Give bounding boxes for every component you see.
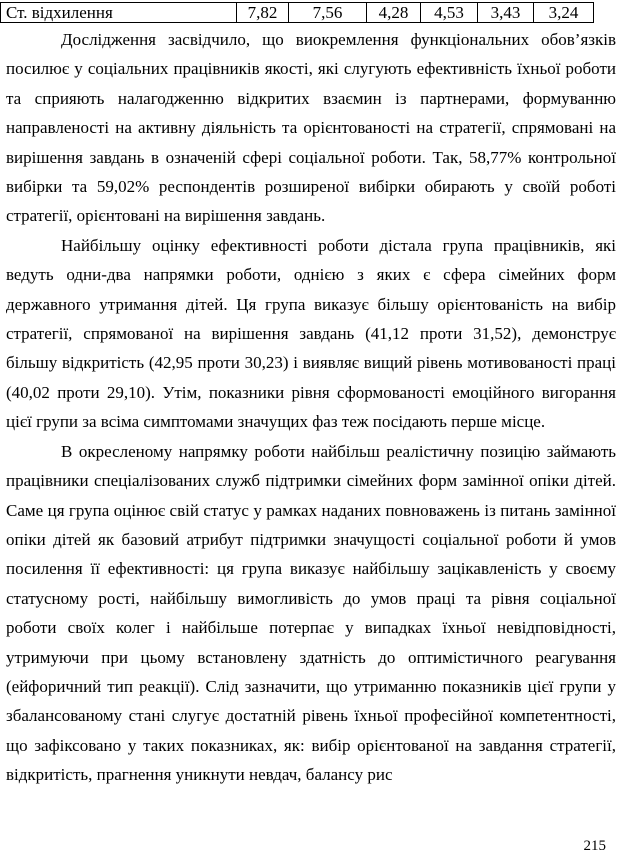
- table-cell: 3,24: [534, 3, 594, 23]
- paragraph: Дослідження засвідчило, що виокремлення функціональних обов’язків посилює у соціальних працівників якості, які слугують ефективність їхньої роботи та сприяють налагодженню відкритих взаємин із партнерами, формуванню направленості на активну діяльність та орієнтованості на стратегії, спрямовані на вирішення завдань в означеній сфері соціальної роботи. Так, 58,77% контрольної вибірки та 59,02% респондентів розширеної вибірки обирають у своїй роботі стратегії, орієнтовані на вирішення завдань.: [6, 30, 616, 226]
- paragraph: Найбільшу оцінку ефективності роботи дістала група працівників, які ведуть одни-два напрямки роботи, однією з яких є сфера сімейних форм державного утримання дітей. Ця група виказує більшу орієнтованість на вибір стратегії, спрямованої на вирішення завдань (41,12 проти 31,52), демонструє більшу відкритість (42,95 проти 30,23) і виявляє вищий рівень мотивованості праці (40,02 проти 29,10). Утім, показники рівня сформованості емоційного вигорання цієї групи за всіма симптомами значущих фаз теж посідають перше місце.: [6, 235, 616, 432]
- stats-table: [0, 2, 594, 23]
- page-number: 215: [583, 838, 606, 854]
- table-row-label: Ст. відхилення: [1, 3, 237, 23]
- table-cell: 4,28: [367, 3, 421, 23]
- table-cell: 4,53: [421, 3, 478, 23]
- table-cell: 3,43: [478, 3, 534, 23]
- table-cell: 7,56: [289, 3, 367, 23]
- table-row: [1, 3, 594, 23]
- body-text: [6, 25, 616, 790]
- table-cell: 7,82: [237, 3, 289, 23]
- paragraph: В окресленому напрямку роботи найбільш реалістичну позицію займають працівники спеціалізованих служб підтримки сімейних форм замінної опіки дітей. Саме ця група оцінює свій статус у рамках наданих повноважень із питань замінної опіки дітей як базовий атрибут підтримки значущості соціальної роботи й умов посилення її ефективності: ця група виказує найбільшу зацікавленість у своєму статусному рості, найбільшу вимогливість до умов праці та рівня соціальної роботи своїх колег і найбільше потерпає у випадках їхньої невідповідності, утримуючи при цьому встановлену здатність до оптимістичного реагування (ейфоричний тип реакції). Слід зазначити, що утриманню показників цієї групи у збалансованому стані слугує достатній рівень їхньої професійної компетентності, що зафіксовано у таких показниках, як: вибір орієнтованої на завдання стратегії, відкритість, прагнення уникнути невдач, балансу рис: [6, 441, 616, 785]
